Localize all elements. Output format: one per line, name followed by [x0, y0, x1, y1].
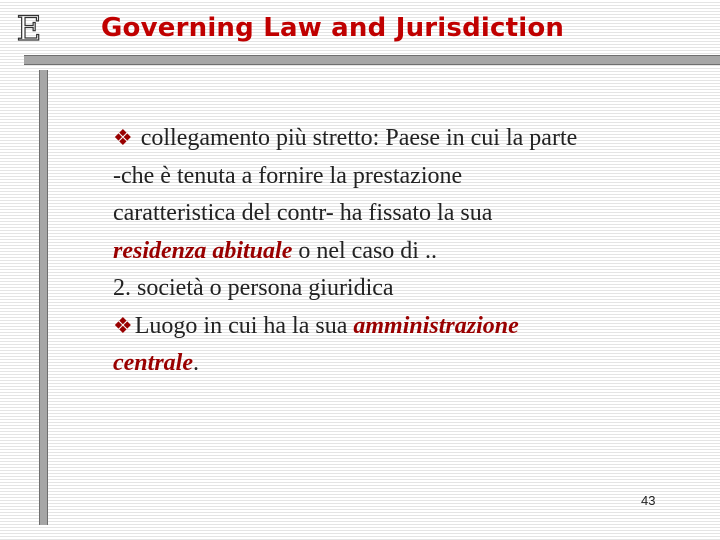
bullet-icon: ❖ [113, 313, 133, 339]
emphasis-amministrazione: amministrazione [353, 312, 519, 339]
emphasis-centrale: centrale [113, 350, 193, 376]
body-line-4 [113, 233, 673, 271]
body-text-4: o nel caso di .. [292, 237, 437, 264]
body-line-6 [113, 308, 673, 346]
body-line-7 [113, 345, 673, 383]
horizontal-rule [24, 55, 720, 65]
vertical-bar [39, 70, 48, 525]
body-text-7: . [192, 350, 199, 376]
page-number: 43 [641, 493, 656, 508]
body-line-2 [113, 158, 673, 196]
body-line-5 [113, 270, 673, 308]
body-text-3: caratteristica del contr- ha fissato la sua [113, 200, 493, 226]
body-line-3 [113, 195, 673, 233]
slide-title: Governing Law and Jurisdiction [101, 13, 565, 43]
body-text-2: -che è tenuta a fornire la prestazione [113, 162, 463, 189]
body-text-1: collegamento più stretto: Paese in cui la parte [134, 125, 578, 151]
emphasis-residenza: residenza abituale [113, 237, 293, 264]
body-line-1 [113, 120, 673, 158]
bullet-icon: ❖ [113, 126, 133, 151]
body-text-6: Luogo in cui ha la sua [134, 312, 354, 339]
body-text-5: 2. società o persona giuridica [113, 275, 394, 301]
slide-body [113, 120, 673, 383]
logo-icon: E [16, 9, 42, 49]
